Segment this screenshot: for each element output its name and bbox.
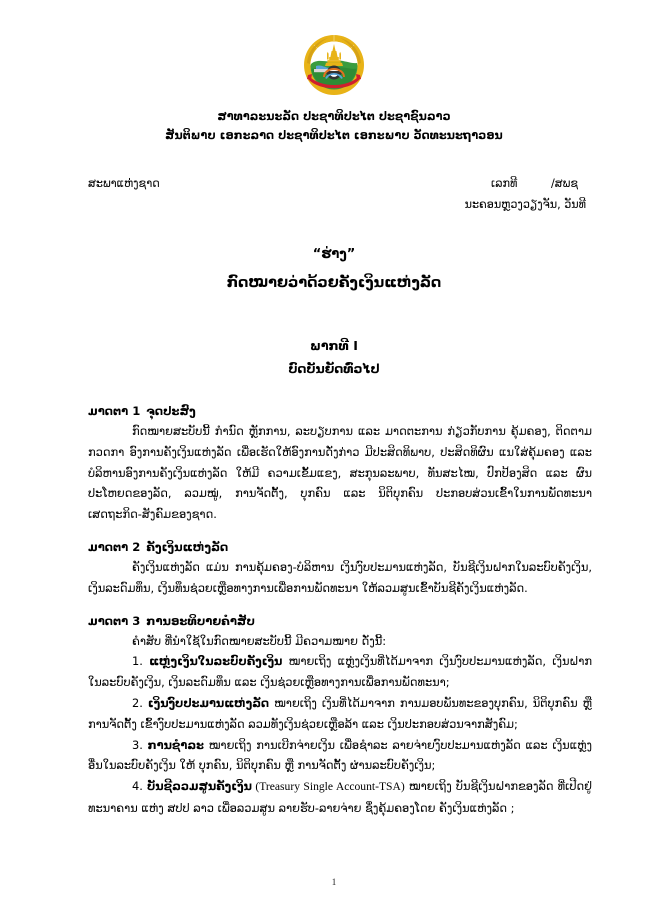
document-body: [88, 402, 592, 832]
definition-term: ການຊຳລະ: [147, 737, 204, 752]
definition-text: ໝາຍເຖິງ ເງິນທີ່ໄດ້ມາຈາກ ການມອບພັນທະຂອງບຸກຄົນ, ນິຕິບຸກຄົນ ຫຼື ການຈັດຕັ້ງ ເຂົ້າງົບປະມານແຫ່ງລັດ ລວມທັງເງິນຊ່ວຍເຫຼືອລ້າ ແລະ ເງິນປະກອບສ່ວນຈາກສັງຄົມ;: [88, 695, 592, 731]
article-1: [88, 402, 592, 525]
article-3-heading: [88, 612, 592, 631]
country-name: ສາທາລະນະລັດ ປະຊາທິປະໄຕ ປະຊາຊົນລາວ: [217, 110, 451, 123]
lao-national-emblem-icon: [302, 33, 366, 97]
reference-number-label: ເລກທີ: [491, 177, 518, 190]
emblem-container: [0, 33, 668, 97]
definition-item: [88, 693, 592, 735]
issuing-authority: ສະພາແຫ່ງຊາດ: [88, 177, 160, 190]
article-3-number: ມາດຕາ 3: [88, 613, 141, 628]
definition-number: 3.: [132, 737, 148, 752]
definition-list: [88, 651, 592, 818]
article-3-title: ການອະທິບາຍຄຳສັບ: [146, 613, 255, 628]
definition-term-latin: (Treasury Single Account-TSA): [251, 780, 405, 794]
part-subtitle: ບົດບັນຍັດທົ່ວໄປ: [288, 361, 380, 376]
article-2-number: ມາດຕາ 2: [88, 539, 141, 554]
draft-marker: “ຮ່າງ”: [312, 247, 356, 262]
article-2-title: ຄັງເງິນແຫ່ງລັດ: [146, 539, 229, 554]
article-1-title: ຈຸດປະສົງ: [146, 404, 196, 418]
definition-term: ເງິນງົບປະມານແຫ່ງລັດ: [147, 695, 270, 710]
definition-text: ໝາຍເຖິງ ແຫຼ່ງເງິນທີ່ໄດ້ມາຈາກ ເງິນງົບປະມານແຫ່ງລັດ, ເງິນຝາກໃນລະບົບຄັງເງິນ, ເງິນລະດົມທຶນ ແລະ ເງິນຊ່ວຍເຫຼືອທາງການເພື່ອການພັດທະນາ;: [88, 654, 592, 690]
article-1-number: ມາດຕາ 1: [88, 404, 141, 418]
definition-item: [88, 735, 592, 777]
national-motto: ສັນຕິພາບ ເອກະລາດ ປະຊາທິປະໄຕ ເອກະພາບ ວັດທະນະຖາວອນ: [165, 129, 503, 142]
definition-item: [88, 776, 592, 819]
definition-item: [88, 651, 592, 693]
definition-text: ໝາຍເຖິງ ການເບີກຈ່າຍເງິນ ເພື່ອຊຳລະ ລາຍຈ່າຍງົບປະມານແຫ່ງລັດ ແລະ ເງິນແຫຼ່ງອື່ນໃນລະບົບຄັງເງິນ ໃຫ້ ບຸກຄົນ, ນິຕິບຸກຄົນ ຫຼື ການຈັດຕັ້ງ ຜ່ານລະບົບຄັງເງິນ;: [88, 737, 592, 773]
definition-term: ແຫຼ່ງເງິນໃນລະບົບຄັງເງິນ: [149, 654, 283, 669]
article-2: [88, 538, 592, 599]
national-header: [0, 107, 668, 145]
page-number: 1: [331, 877, 337, 887]
place-and-date: ນະຄອນຫຼວງວຽງຈັນ, ວັນທີ: [464, 198, 586, 211]
definition-number: 4.: [132, 779, 148, 794]
reference-row-top: [88, 173, 590, 194]
part-label: ພາກທີ I: [310, 338, 358, 353]
definition-number: 1.: [132, 654, 150, 669]
article-2-paragraph: ຄັງເງິນແຫ່ງລັດ ແມ່ນ ການຄຸ້ມຄອງ-ບໍລິຫານ ເງິນງົບປະມານແຫ່ງລັດ, ບັນຊີເງິນຝາກໃນລະບົບຄັງເງິນ, ເງິນລະດົມທຶນ, ເງິນທຶນຊ່ວຍເຫຼືອທາງການເພື່ອການພັດທະນາ ໃຫ້ລວມສູນເຂົ້າບັນຊີຄັງເງິນແຫ່ງລັດ.: [88, 559, 592, 595]
article-3-paragraph: ຄຳສັບ ທີ່ນຳໃຊ້ໃນກົດໝາຍສະບັບນີ້ ມີຄວາມໝາຍ ດັ່ງນີ້:: [132, 633, 387, 648]
article-1-heading: [88, 402, 592, 421]
definition-number: 2.: [132, 695, 148, 710]
reference-block: [88, 173, 590, 215]
definition-text: ໝາຍເຖິງ ບັນຊີເງິນຝາກຂອງລັດ ທີ່ເປີດຢູ່ ທະນາຄານ ແຫ່ງ ສປປ ລາວ ເພື່ອລວມສູນ ລາຍຮັບ-ລາຍຈ່າຍ ຊຶ່ງຄຸ້ມຄອງໂດຍ ຄັງເງິນແຫ່ງລັດ ;: [88, 779, 592, 815]
document-title: ກົດໝາຍວ່າດ້ວຍຄັງເງິນແຫ່ງລັດ: [226, 275, 442, 291]
article-2-heading: [88, 538, 592, 557]
reference-number-suffix: /ສພຊ: [551, 177, 578, 190]
article-3: [88, 612, 592, 819]
definition-term: ບັນຊີລວມສູນຄັງເງິນ: [147, 779, 252, 794]
article-1-paragraph: ກົດໝາຍສະບັບນີ້ ກຳນົດ ຫຼັກການ, ລະບຽບການ ແລະ ມາດຕະການ ກ່ຽວກັບການ ຄຸ້ມຄອງ, ຕິດຕາມ ກວດກາ ອົງການຄັງເງິນແຫ່ງລັດ ເພື່ອເຮັດໃຫ້ອົງການດັ່ງກ່າວ ມີປະສິດທິພາບ, ປະສິດທິຜົນ ແນໃສ່ຄຸ້ມຄອງ ແລະ ບໍລິຫານອົງການຄັງເງິນແຫ່ງລັດ ໃຫ້ມີ ຄວາມເຂັ້ມແຂງ, ສະກຸນລະພາບ, ທັນສະໄໝ, ປົກປ້ອງສິດ ແລະ ຜົນປະໂຫຍດຂອງລັດ, ລວມໝູ່, ການຈັດຕັ້ງ, ບຸກຄົນ ແລະ ນິຕິບຸກຄົນ ປະກອບສ່ວນເຂົ້າໃນການພັດທະນາ ເສດຖະກິດ-ສັງຄົມຂອງຊາດ.: [88, 424, 592, 522]
